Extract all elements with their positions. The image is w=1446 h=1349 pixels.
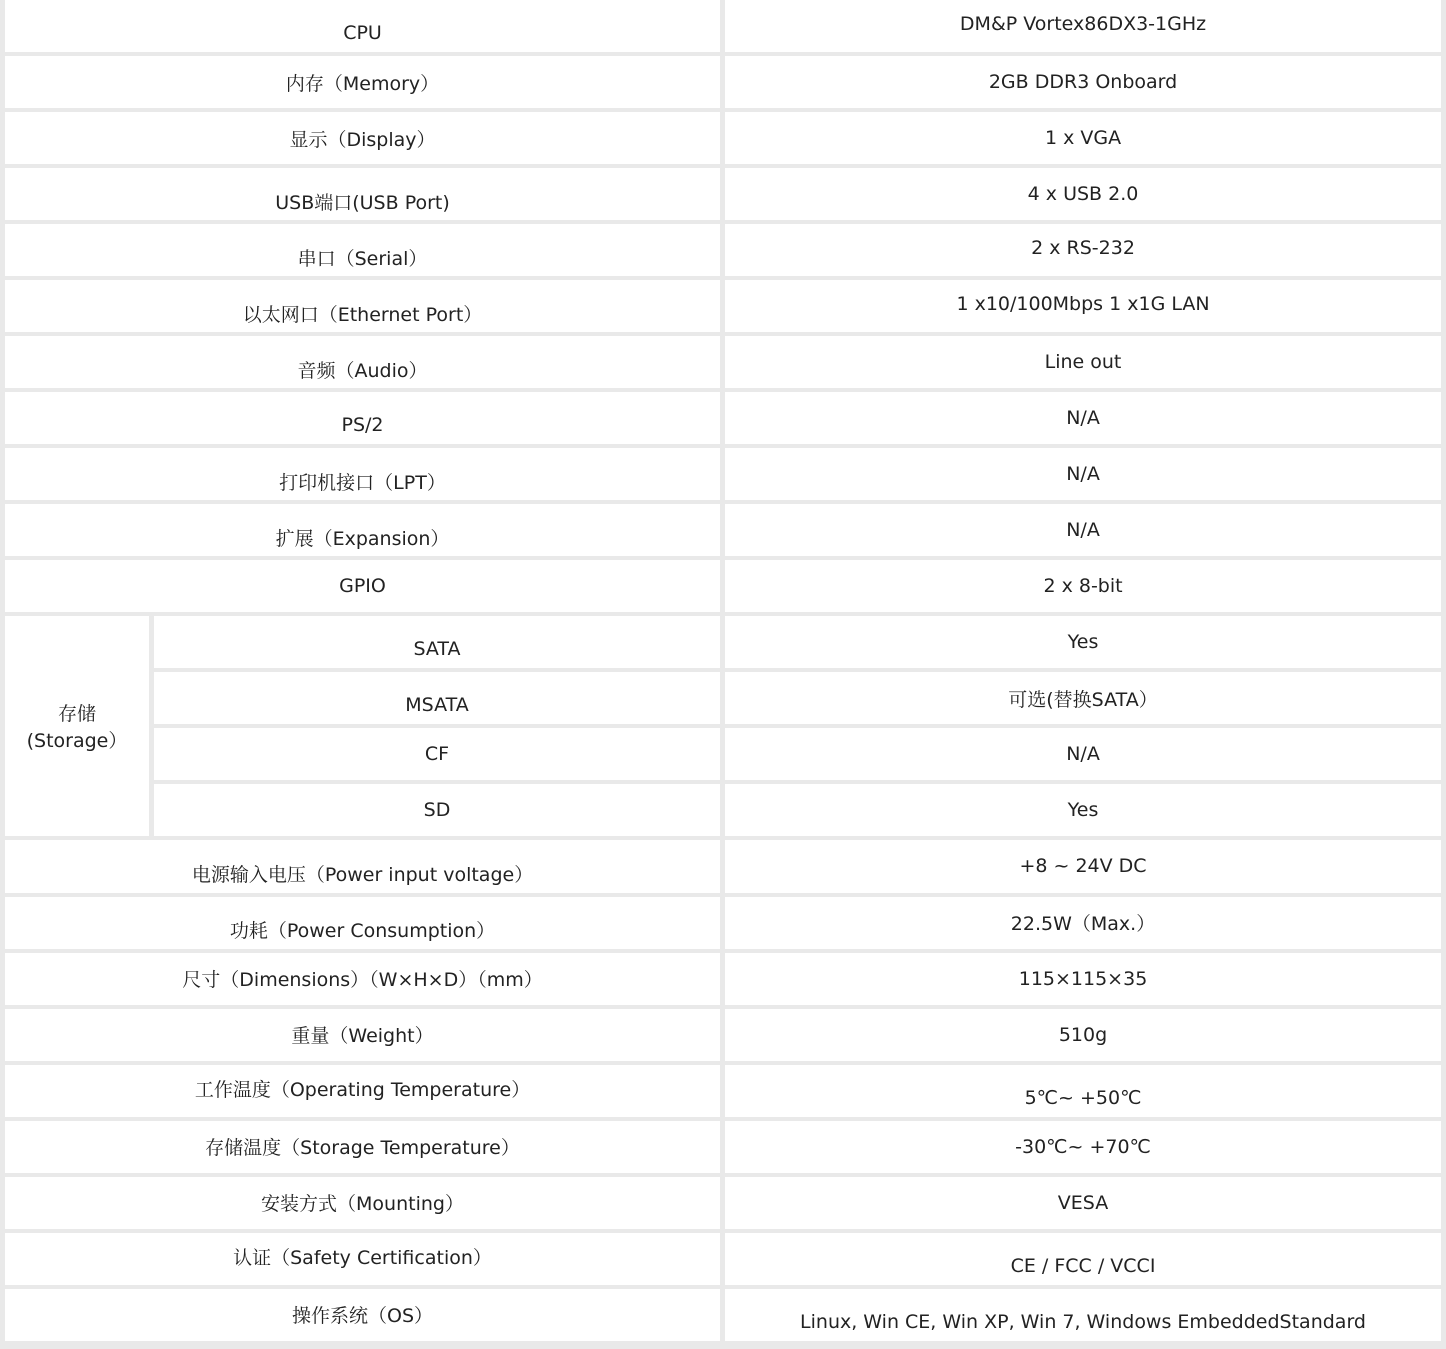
spec-value: Linux, Win CE, Win XP, Win 7, Windows EmbeddedStandard (725, 1289, 1441, 1341)
table-row-operating-temp (5, 1065, 1441, 1117)
spec-label: 串口（Serial） (5, 224, 720, 276)
table-row-os (5, 1289, 1441, 1341)
table-row-ps2 (5, 392, 1441, 444)
spec-label: 存储温度（Storage Temperature） (5, 1121, 720, 1173)
spec-value: 22.5W（Max.） (725, 897, 1441, 949)
spec-value: Line out (725, 336, 1441, 388)
table-row-certification (5, 1233, 1441, 1285)
spec-label: PS/2 (5, 392, 720, 444)
table-row-sd (5, 784, 1441, 836)
spec-label: 尺寸（Dimensions）（W×H×D）（mm） (5, 953, 720, 1005)
storage-group-label (5, 616, 149, 836)
table-row-ethernet (5, 280, 1441, 332)
table-row-cf (5, 728, 1441, 780)
spec-value: -30℃~ +70℃ (725, 1121, 1441, 1173)
table-row-memory (5, 56, 1441, 108)
table-row-power-consumption (5, 897, 1441, 949)
table-row-usb (5, 168, 1441, 220)
spec-value: 115×115×35 (725, 953, 1441, 1005)
spec-label: USB端口(USB Port) (5, 168, 720, 220)
spec-value: 2 x 8-bit (725, 560, 1441, 612)
spec-label: 显示（Display） (5, 112, 720, 164)
spec-value: Yes (725, 616, 1441, 668)
storage-item-label: SD (154, 784, 720, 836)
spec-value: CE / FCC / VCCI (725, 1233, 1441, 1285)
table-row-msata (5, 672, 1441, 724)
spec-value: VESA (725, 1177, 1441, 1229)
table-row-cpu (5, 0, 1441, 52)
spec-label: 安装方式（Mounting） (5, 1177, 720, 1229)
spec-value: 510g (725, 1009, 1441, 1061)
spec-label: 操作系统（OS） (5, 1289, 720, 1341)
spec-value: Yes (725, 784, 1441, 836)
storage-label-line1: 存储 (57, 703, 96, 726)
spec-label: 功耗（Power Consumption） (5, 897, 720, 949)
spec-label: 扩展（Expansion） (5, 504, 720, 556)
spec-value: 4 x USB 2.0 (725, 168, 1441, 220)
spec-value: N/A (725, 504, 1441, 556)
spec-value: +8 ~ 24V DC (725, 840, 1441, 892)
spec-label: 内存（Memory） (5, 56, 720, 108)
table-row-weight (5, 1009, 1441, 1061)
spec-value: DM&P Vortex86DX3-1GHz (725, 0, 1441, 52)
spec-value: N/A (725, 448, 1441, 500)
table-row-sata (5, 616, 1441, 668)
spec-label: 电源输入电压（Power input voltage） (5, 840, 720, 892)
spec-label: CPU (5, 0, 720, 52)
spec-value: N/A (725, 728, 1441, 780)
table-row-expansion (5, 504, 1441, 556)
spec-value: N/A (725, 392, 1441, 444)
storage-item-label: CF (154, 728, 720, 780)
spec-label: 打印机接口（LPT） (5, 448, 720, 500)
spec-label: 工作温度（Operating Temperature） (5, 1065, 720, 1117)
spec-value: 1 x VGA (725, 112, 1441, 164)
spec-value: 2 x RS-232 (725, 224, 1441, 276)
spec-value: 5℃~ +50℃ (725, 1065, 1441, 1117)
table-row-gpio (5, 560, 1441, 612)
storage-item-label: MSATA (154, 672, 720, 724)
storage-item-label: SATA (154, 616, 720, 668)
storage-label-line2: (Storage） (26, 730, 128, 753)
spec-label: 认证（Safety Certification） (5, 1233, 720, 1285)
spec-value: 1 x10/100Mbps 1 x1G LAN (725, 280, 1441, 332)
table-row-lpt (5, 448, 1441, 500)
spec-label: GPIO (5, 560, 720, 612)
table-row-audio (5, 336, 1441, 388)
table-row-power-voltage (5, 840, 1441, 892)
spec-label: 以太网口（Ethernet Port） (5, 280, 720, 332)
table-row-mounting (5, 1177, 1441, 1229)
spec-value: 2GB DDR3 Onboard (725, 56, 1441, 108)
table-row-serial (5, 224, 1441, 276)
table-row-dimensions (5, 953, 1441, 1005)
spec-label: 重量（Weight） (5, 1009, 720, 1061)
spec-label: 音频（Audio） (5, 336, 720, 388)
table-row-display (5, 112, 1441, 164)
table-row-storage-temp (5, 1121, 1441, 1173)
spec-value: 可选(替换SATA） (725, 672, 1441, 724)
